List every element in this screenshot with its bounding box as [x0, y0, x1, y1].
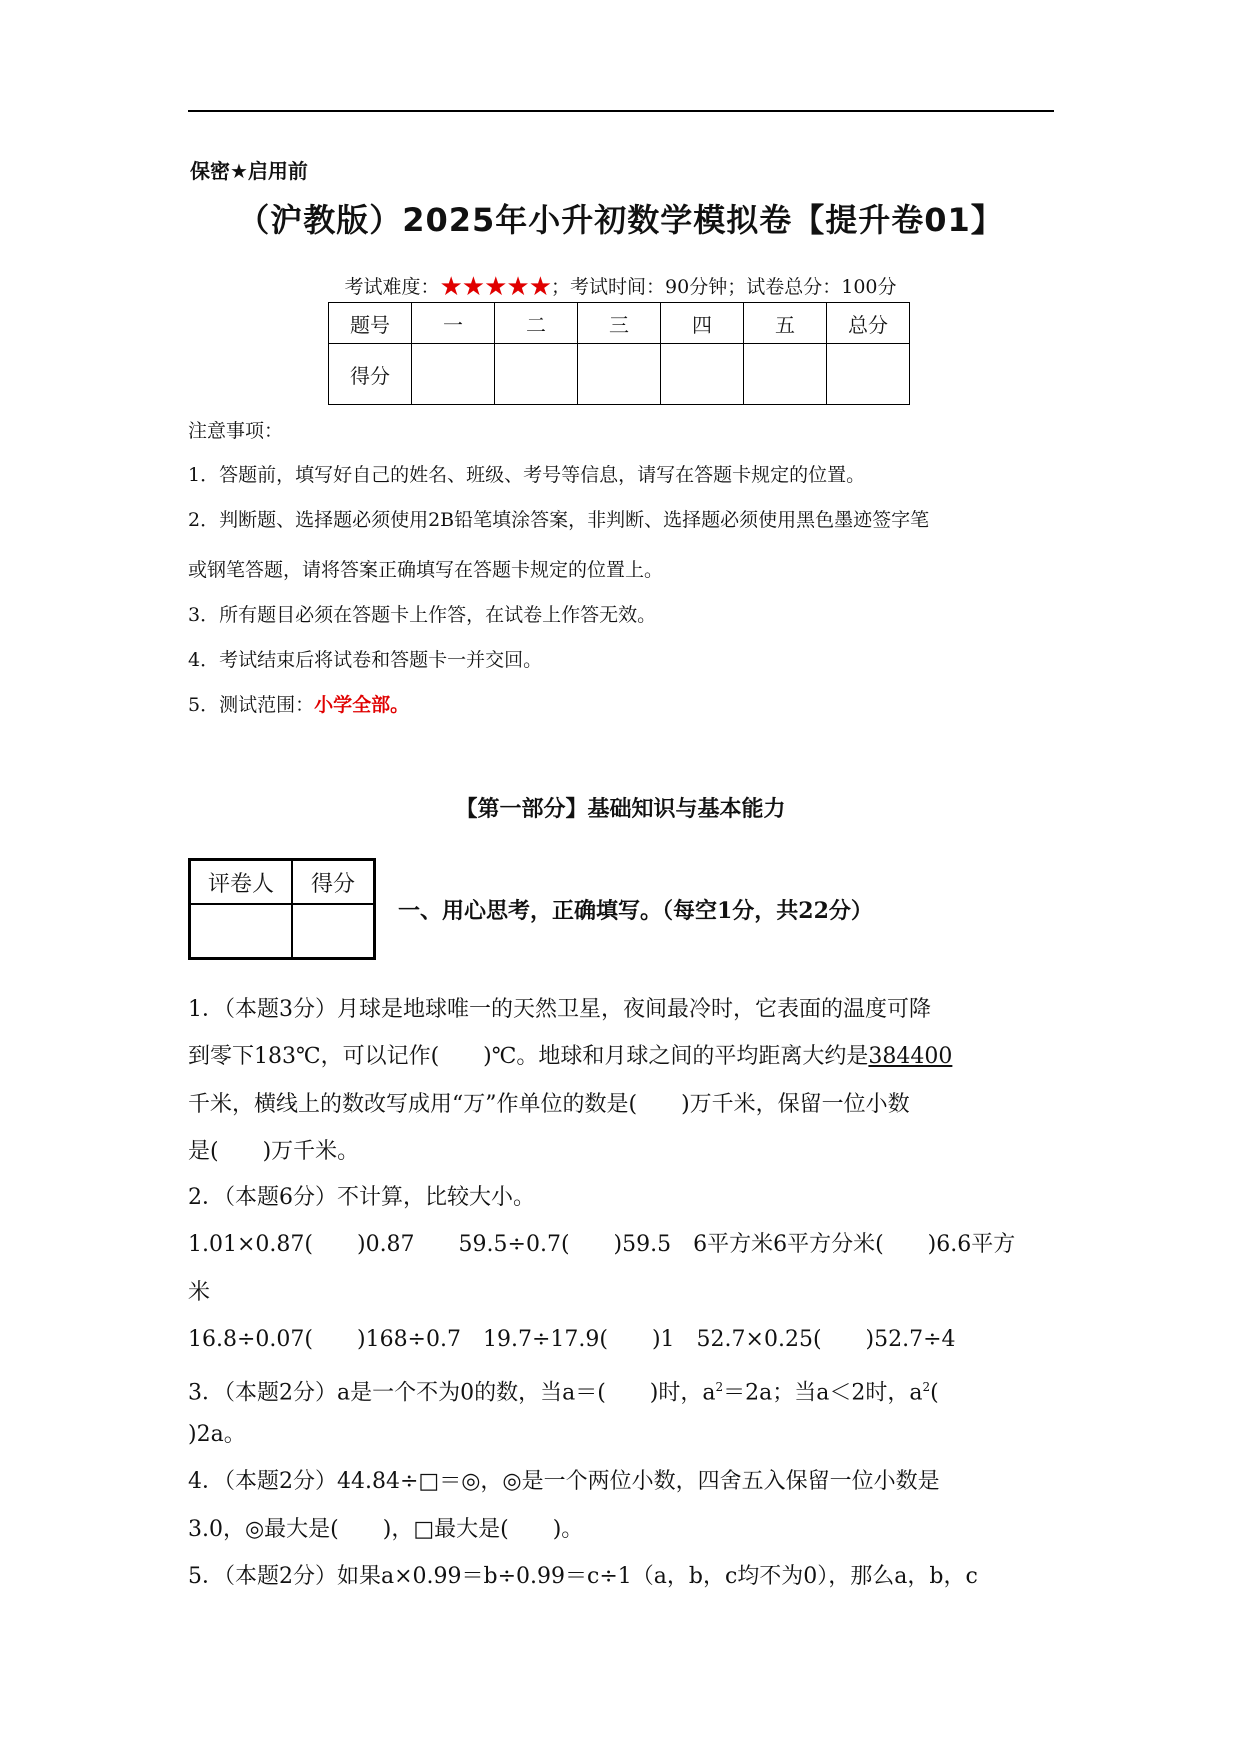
score-header-cell: 一	[412, 303, 495, 344]
question-text: 3．（本题2分）a是一个不为0的数，当a＝( )时，a	[188, 1380, 716, 1406]
question-line	[188, 1032, 1058, 1082]
difficulty-label: 考试难度：	[344, 276, 440, 298]
score-header-cell: 四	[661, 303, 744, 344]
grader-input-row	[190, 904, 375, 959]
scope-value: 小学全部。	[314, 694, 410, 716]
scope-label: 5．测试范围：	[188, 694, 315, 716]
score-row-label: 得分	[329, 344, 412, 405]
question-line: 16.8÷0.07( )168÷0.7 19.7÷17.9( )1 52.7×0.25( )52.7÷4	[188, 1327, 956, 1352]
score-table-score-row	[329, 344, 910, 405]
score-cell[interactable]	[578, 344, 661, 405]
part-title: 【第一部分】基础知识与基本能力	[455, 797, 786, 822]
notes-title: 注意事项：	[188, 420, 284, 442]
question-line: 1.01×0.87( )0.87 59.5÷0.7( )59.5 6平方米6平方分米( )6.6平方	[188, 1232, 1016, 1257]
question-text: ＝2a；当a＜2时，a	[723, 1380, 923, 1406]
score-header-cell: 五	[744, 303, 827, 344]
question-line: 3.0，◎最大是( )，□最大是( )。	[188, 1517, 584, 1542]
question-line: 1．（本题3分）月球是地球唯一的天然卫星，夜间最冷时，它表面的温度可降	[188, 997, 931, 1022]
score-header-cell: 三	[578, 303, 661, 344]
score-cell[interactable]	[827, 344, 910, 405]
question-line: 5．（本题2分）如果a×0.99＝b÷0.99＝c÷1（a，b，c均不为0），那么a，b，c	[188, 1564, 978, 1589]
note-item-scope	[188, 690, 409, 717]
superscript: 2	[922, 1380, 931, 1394]
score-cell[interactable]	[495, 344, 578, 405]
score-table	[328, 302, 910, 405]
score-cell[interactable]	[661, 344, 744, 405]
note-item: 3．所有题目必须在答题卡上作答，在试卷上作答无效。	[188, 604, 657, 626]
score-header-cell: 题号	[329, 303, 412, 344]
score-table-header-row	[329, 303, 910, 344]
question-line: 4．（本题2分）44.84÷□＝◎，◎是一个两位小数，四舍五入保留一位小数是	[188, 1469, 940, 1494]
question-line: 2．（本题6分）不计算，比较大小。	[188, 1185, 535, 1210]
exam-time-total: ；考试时间：90分钟；试卷总分：100分	[551, 276, 897, 298]
question-line: 米	[188, 1280, 211, 1305]
note-item: 1．答题前，填写好自己的姓名、班级、考号等信息，请写在答题卡规定的位置。	[188, 464, 866, 486]
question-line: 千米，横线上的数改写成用“万”作单位的数是( )万千米，保留一位小数	[188, 1092, 910, 1117]
difficulty-stars-icon: ★★★★★	[439, 272, 552, 302]
grader-score-cell[interactable]	[292, 904, 375, 959]
superscript: 2	[715, 1380, 724, 1394]
question-line: )2a。	[188, 1422, 246, 1447]
grader-header-row	[190, 860, 375, 905]
score-cell[interactable]	[412, 344, 495, 405]
score-header-cell: 总分	[827, 303, 910, 344]
exam-meta	[0, 272, 1241, 302]
question-text: (	[930, 1380, 939, 1406]
grader-name-cell[interactable]	[190, 904, 293, 959]
score-cell[interactable]	[744, 344, 827, 405]
note-item: 或钢笔答题，请将答案正确填写在答题卡规定的位置上。	[188, 559, 664, 581]
grader-col-label: 评卷人	[190, 860, 293, 905]
note-item: 2．判断题、选择题必须使用2B铅笔填涂答案，非判断、选择题必须使用黑色墨迹签字笔	[188, 509, 930, 531]
confidential-label: 保密★启用前	[190, 159, 308, 183]
question-line: 是( )万千米。	[188, 1139, 360, 1164]
grader-col-score: 得分	[292, 860, 375, 905]
score-header-cell: 二	[495, 303, 578, 344]
note-item: 4．考试结束后将试卷和答题卡一并交回。	[188, 649, 543, 671]
underlined-number: 384400	[868, 1044, 953, 1069]
question-text: 到零下183℃，可以记作( )℃。地球和月球之间的平均距离大约是	[188, 1044, 869, 1069]
section-heading: 一、用心思考，正确填写。（每空1分，共22分）	[398, 898, 873, 924]
page-title: （沪教版）2025年小升初数学模拟卷【提升卷01】	[237, 201, 1004, 239]
grader-table	[188, 858, 376, 960]
top-rule	[188, 110, 1054, 112]
